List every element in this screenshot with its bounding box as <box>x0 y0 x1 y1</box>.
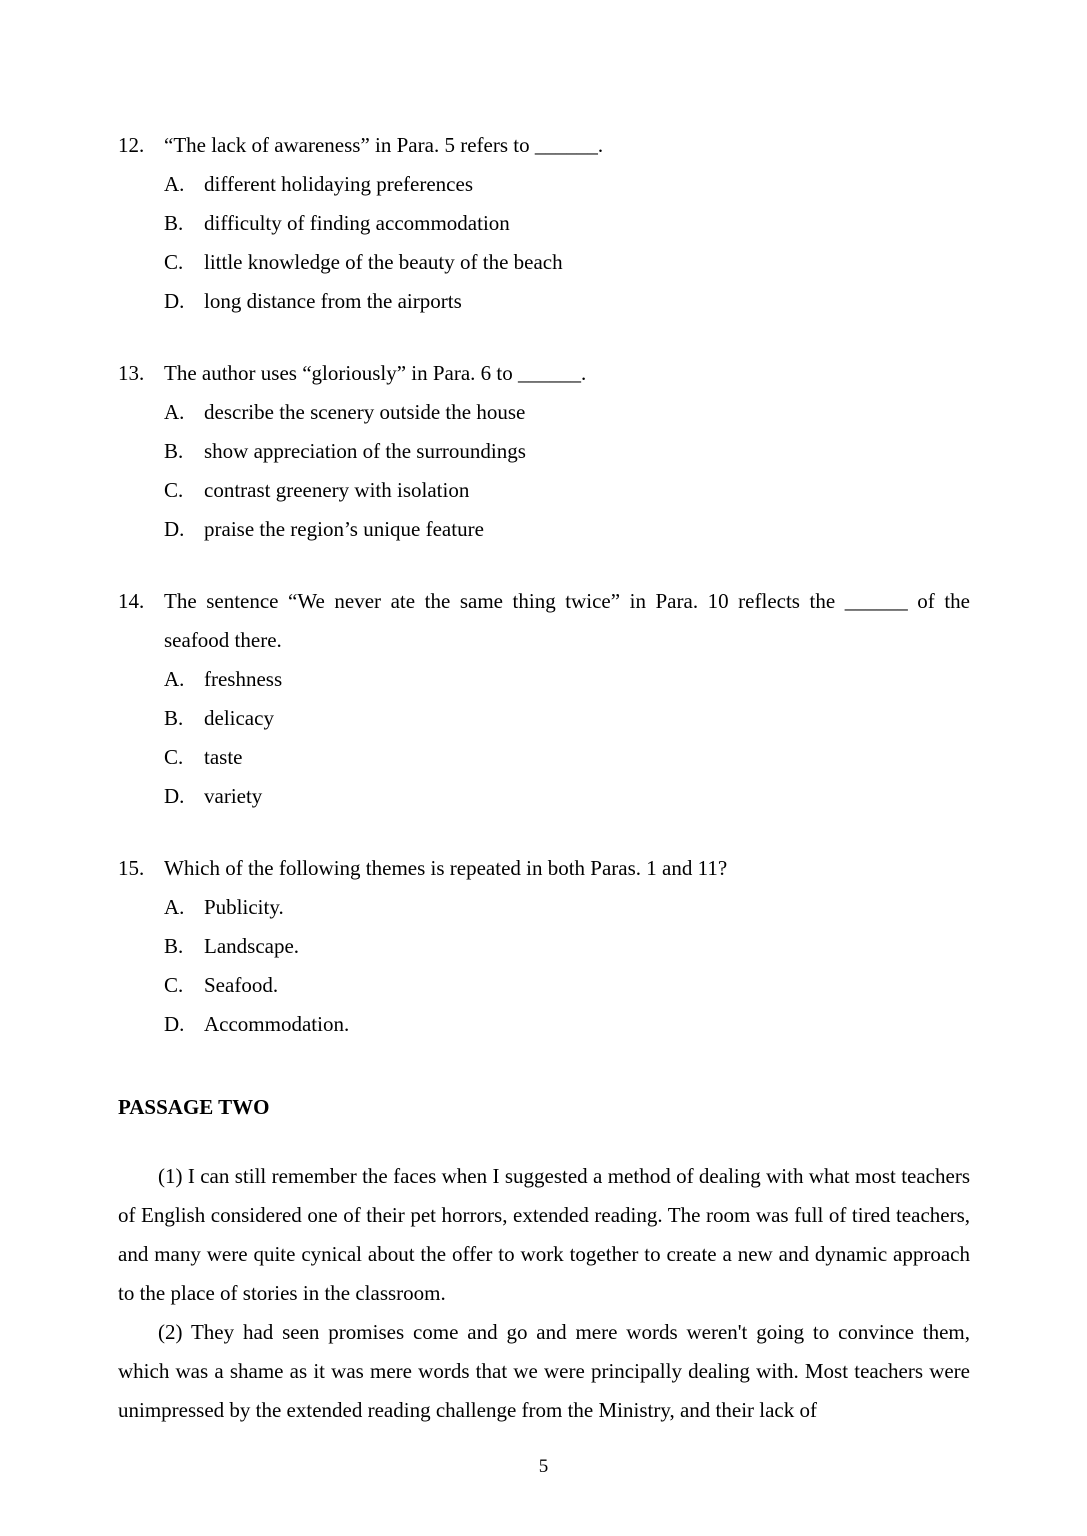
question-stem-row <box>118 126 970 165</box>
option-letter: D. <box>164 1012 185 1036</box>
question-15 <box>118 849 970 1044</box>
question-number: 13. <box>118 361 145 385</box>
question-13 <box>118 354 970 549</box>
question-14 <box>118 582 970 816</box>
option-letter: B. <box>164 706 184 730</box>
option-text: Seafood. <box>204 973 279 997</box>
option-letter: C. <box>164 478 184 502</box>
option-text: long distance from the airports <box>204 289 462 313</box>
option-letter: D. <box>164 289 185 313</box>
question-stem: The sentence “We never ate the same thing twice” in Para. 10 reflects the ______ of the seafood there. <box>164 589 970 652</box>
option-c <box>164 966 970 1005</box>
option-b <box>164 432 970 471</box>
option-text: delicacy <box>204 706 274 730</box>
option-b <box>164 927 970 966</box>
option-letter: D. <box>164 517 185 541</box>
question-number: 14. <box>118 589 145 613</box>
option-text: Landscape. <box>204 934 300 958</box>
page-number: 5 <box>538 1456 549 1477</box>
option-text: little knowledge of the beauty of the beach <box>204 250 563 274</box>
option-text: Accommodation. <box>204 1012 350 1036</box>
passage-two-section <box>118 1088 970 1430</box>
option-letter: B. <box>164 934 184 958</box>
option-c <box>164 471 970 510</box>
question-options <box>164 888 970 1044</box>
question-stem: Which of the following themes is repeated in both Paras. 1 and 11? <box>164 856 728 880</box>
question-number: 15. <box>118 856 145 880</box>
option-text: different holidaying preferences <box>204 172 473 196</box>
option-a <box>164 393 970 432</box>
option-c <box>164 243 970 282</box>
option-text: freshness <box>204 667 283 691</box>
question-number: 12. <box>118 133 145 157</box>
question-stem: The author uses “gloriously” in Para. 6 to ______. <box>164 361 587 385</box>
option-text: praise the region’s unique feature <box>204 517 484 541</box>
question-stem: “The lack of awareness” in Para. 5 refers to ______. <box>164 133 604 157</box>
question-stem-row <box>118 354 970 393</box>
option-letter: A. <box>164 172 185 196</box>
option-letter: B. <box>164 211 184 235</box>
passage-paragraph-2: (2) They had seen promises come and go and mere words weren't going to convince them, which was a shame as it was mere words that we were principally dealing with. Most teachers were unimpressed by the extended reading challenge from the Ministry, and their lack of <box>118 1320 970 1422</box>
option-letter: A. <box>164 895 185 919</box>
passage-paragraph-1: (1) I can still remember the faces when I suggested a method of dealing with what most teachers of English considered one of their pet horrors, extended reading. The room was full of tired teachers, and many were quite cynical about the offer to work together to create a new and dynamic approach to the place of stories in the classroom. <box>118 1164 970 1305</box>
option-text: difficulty of finding accommodation <box>204 211 510 235</box>
option-letter: C. <box>164 745 184 769</box>
option-text: contrast greenery with isolation <box>204 478 470 502</box>
option-a <box>164 660 970 699</box>
question-options <box>164 660 970 816</box>
option-text: variety <box>204 784 263 808</box>
option-b <box>164 204 970 243</box>
option-text: Publicity. <box>204 895 284 919</box>
option-d <box>164 777 970 816</box>
passage-heading: PASSAGE TWO <box>118 1095 270 1119</box>
option-text: show appreciation of the surroundings <box>204 439 526 463</box>
option-letter: D. <box>164 784 185 808</box>
question-stem-row <box>118 582 970 660</box>
question-options <box>164 165 970 321</box>
option-letter: A. <box>164 400 185 424</box>
option-letter: C. <box>164 973 184 997</box>
option-c <box>164 738 970 777</box>
question-12 <box>118 126 970 321</box>
option-d <box>164 282 970 321</box>
option-a <box>164 165 970 204</box>
option-letter: A. <box>164 667 185 691</box>
option-d <box>164 1005 970 1044</box>
option-text: taste <box>204 745 243 769</box>
question-stem-row <box>118 849 970 888</box>
option-a <box>164 888 970 927</box>
question-options <box>164 393 970 549</box>
option-letter: C. <box>164 250 184 274</box>
option-letter: B. <box>164 439 184 463</box>
option-b <box>164 699 970 738</box>
option-text: describe the scenery outside the house <box>204 400 526 424</box>
option-d <box>164 510 970 549</box>
